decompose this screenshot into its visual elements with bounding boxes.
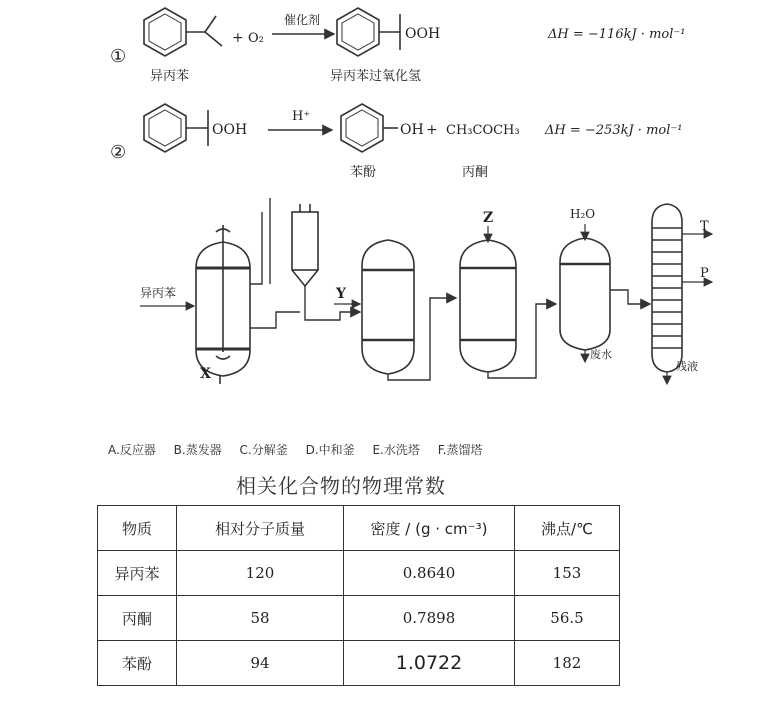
substance-name: 异丙苯 [98, 551, 177, 596]
wash-tower-vessel [560, 238, 610, 350]
substance-name: 丙酮 [98, 596, 177, 641]
table-row [98, 551, 620, 596]
physical-constants-table [97, 505, 620, 686]
density: 0.8640 [344, 551, 515, 596]
boiling-point: 56.5 [515, 596, 620, 641]
residue-label: 残液 [676, 360, 698, 373]
molecular-weight: 94 [177, 641, 344, 686]
table-row [98, 596, 620, 641]
hydroperoxide-name: 异丙苯过氧化氢 [330, 69, 422, 84]
reaction-2 [110, 104, 682, 180]
neutralizer-vessel [460, 240, 516, 372]
boiling-point: 153 [515, 551, 620, 596]
density: 1.0722 [344, 641, 515, 686]
benzene-ring [144, 104, 186, 152]
oxygen-reagent: O₂ [248, 31, 264, 46]
column-trays [652, 228, 682, 348]
p-label: P [700, 266, 709, 281]
acid-catalyst: H⁺ [292, 109, 311, 124]
reaction-1 [110, 8, 685, 84]
density: 0.7898 [344, 596, 515, 641]
catalyst-label: 催化剂 [284, 13, 321, 27]
acetone-name: 丙酮 [462, 165, 489, 180]
header-boiling-point: 沸点/℃ [515, 506, 620, 551]
legend-d: D.中和釜 [305, 443, 355, 457]
reaction-1-number: ① [110, 46, 127, 67]
legend-c: C.分解釜 [239, 443, 288, 457]
h2o-label: H₂O [570, 207, 596, 221]
substance-name: 苯酚 [98, 641, 177, 686]
legend-b: B.蒸发器 [173, 443, 222, 457]
legend-e: E.水洗塔 [372, 443, 420, 457]
process-flow-diagram [140, 198, 712, 384]
phenol-name: 苯酚 [350, 165, 377, 180]
table-header-row [98, 506, 620, 551]
equipment-legend [108, 441, 497, 458]
table-row [98, 641, 620, 686]
plus-sign: + [232, 30, 244, 46]
cumene-name: 异丙苯 [150, 69, 190, 84]
y-label: Y [336, 286, 346, 302]
hydroperoxide-group: OOH [405, 26, 441, 42]
z-label: Z [483, 210, 494, 226]
evaporator-vessel [292, 212, 318, 270]
header-density: 密度 / (g · cm⁻³) [344, 506, 515, 551]
table-title: 相关化合物的物理常数 [236, 474, 446, 498]
legend-a: A.反应器 [108, 443, 156, 457]
decomposer-vessel [362, 240, 414, 374]
feed-label: 异丙苯 [140, 286, 177, 300]
benzene-ring [341, 104, 383, 152]
header-molecular-weight: 相对分子质量 [177, 506, 344, 551]
boiling-point: 182 [515, 641, 620, 686]
acetone-formula: CH₃COCH₃ [446, 123, 520, 138]
benzene-ring [337, 8, 379, 56]
plus-sign: + [426, 122, 438, 138]
legend-f: F.蒸馏塔 [437, 443, 483, 457]
molecular-weight: 58 [177, 596, 344, 641]
hydroperoxide-group: OOH [212, 122, 248, 138]
molecular-weight: 120 [177, 551, 344, 596]
t-label: T [700, 219, 709, 234]
reaction-2-enthalpy: ΔH = −253kJ · mol⁻¹ [545, 123, 683, 138]
waste-water-label: 废水 [590, 348, 612, 361]
benzene-ring [144, 8, 186, 56]
x-label: X [200, 366, 211, 382]
header-substance: 物质 [98, 506, 177, 551]
hydroxyl-group: OH [400, 122, 424, 138]
reaction-2-number: ② [110, 142, 127, 163]
reaction-1-enthalpy: ΔH = −116kJ · mol⁻¹ [548, 27, 686, 42]
